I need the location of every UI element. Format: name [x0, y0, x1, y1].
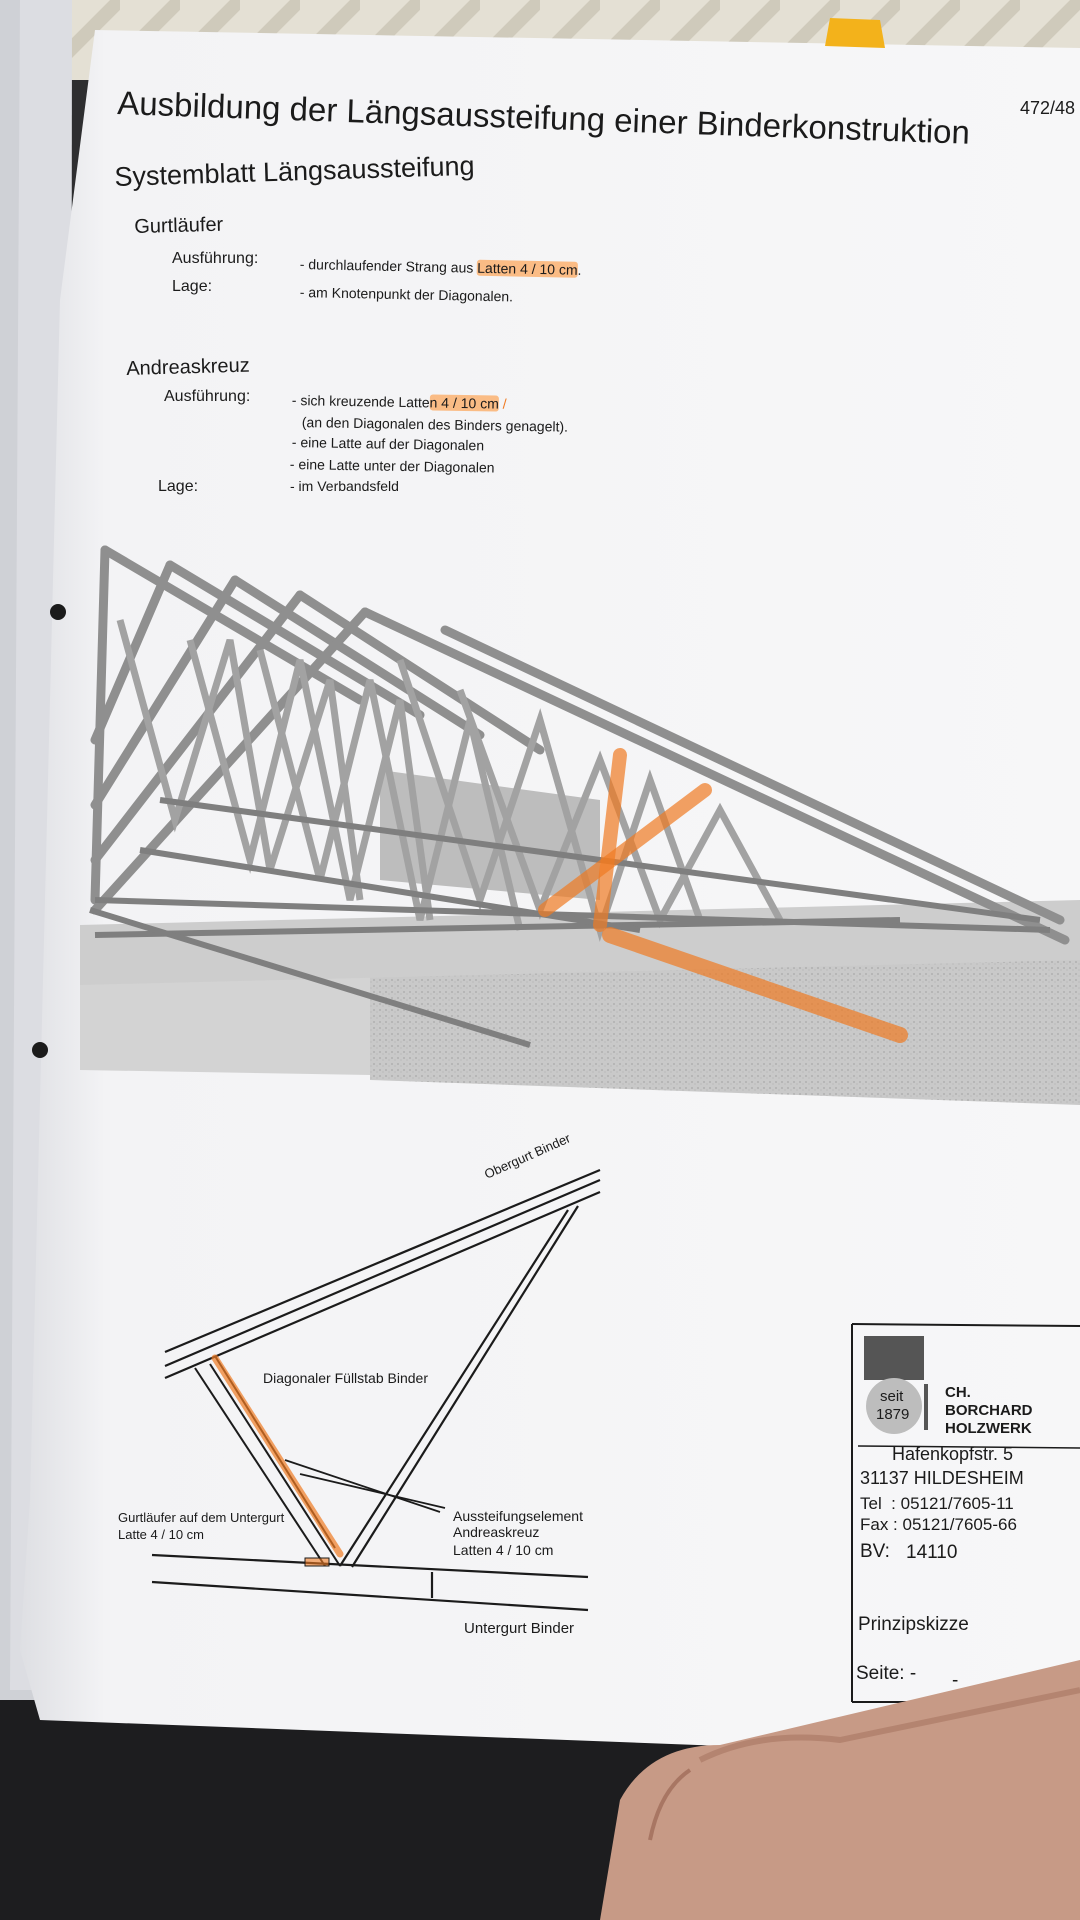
sketch-label-aussteifung-3: Latten 4 / 10 cm [453, 1542, 554, 1558]
gurtlaeufer-ausfuehrung-label: Ausführung: [172, 250, 259, 267]
andreaskreuz-lage-value: - im Verbandsfeld [290, 478, 399, 494]
gurtlaeufer-lage-label: Lage: [172, 278, 213, 295]
andreaskreuz-ausfuehrung-label: Ausführung: [164, 388, 251, 405]
andreaskreuz-lage-label: Lage: [158, 478, 199, 495]
stamp-company-3: HOLZWERK [945, 1420, 1032, 1437]
page-title: Ausbildung der Längsaussteifung einer Binderkonstruktion [116, 84, 971, 151]
sketch-label-diagonal: Diagonaler Füllstab Binder [263, 1370, 428, 1386]
sketch-label-obergurt: Obergurt Binder [482, 1130, 573, 1182]
gurtlaeufer-ausfuehrung-text: - durchlaufender Strang aus [299, 256, 478, 276]
gurtlaeufer-ausfuehrung-suffix: . [577, 261, 582, 278]
stamp-bv-value: 14110 [906, 1542, 958, 1563]
sketch-label-aussteifung-1: Aussteifungselement [453, 1508, 583, 1524]
stamp-street: Hafenkopfstr. 5 [892, 1444, 1014, 1464]
gurtlaeufer-lage-value: - am Knotenpunkt der Diagonalen. [299, 284, 514, 305]
page-number: 472/48 [1020, 98, 1076, 118]
andreaskreuz-heading: Andreaskreuz [126, 354, 250, 380]
page-subtitle: Systemblatt Längsaussteifung [114, 150, 475, 192]
stamp-year: 1879 [876, 1406, 910, 1423]
andreaskreuz-line3: - eine Latte auf der Diagonalen [291, 434, 485, 454]
stamp-company-1: CH. [945, 1384, 971, 1401]
sketch-label-gurtlaeufer-2: Latte 4 / 10 cm [118, 1527, 204, 1542]
sketch-label-untergurt: Untergurt Binder [464, 1620, 575, 1637]
stamp-prinzipskizze: Prinzipskizze [858, 1614, 969, 1635]
stamp-seite-value: - [952, 1670, 959, 1691]
stamp-seit: seit [880, 1388, 904, 1405]
stamp-seite-label: Seite: - [856, 1663, 917, 1684]
stamp-company-2: BORCHARD [945, 1402, 1033, 1419]
andreaskreuz-highlight: n 4 / 10 cm [429, 394, 499, 412]
andreaskreuz-line1-suffix: / [498, 395, 507, 412]
sketch-label-gurtlaeufer-1: Gurtläufer auf dem Untergurt [118, 1510, 285, 1525]
andreaskreuz-line4: - eine Latte unter der Diagonalen [289, 456, 495, 476]
sketch-label-aussteifung-2: Andreaskreuz [453, 1524, 540, 1540]
gurtlaeufer-highlight: Latten 4 / 10 cm [477, 259, 578, 278]
stamp-fax: Fax : 05121/7605-66 [860, 1515, 1017, 1534]
stamp-bv-label: BV: [860, 1541, 890, 1562]
andreaskreuz-line2: (an den Diagonalen des Binders genagelt). [301, 414, 569, 435]
stamp-tel: Tel : 05121/7605-11 [860, 1494, 1014, 1513]
andreaskreuz-line1-text: - sich kreuzende Latte [291, 392, 430, 411]
gurtlaeufer-heading: Gurtläufer [134, 213, 224, 238]
stamp-city: 31137 HILDESHEIM [860, 1468, 1024, 1488]
